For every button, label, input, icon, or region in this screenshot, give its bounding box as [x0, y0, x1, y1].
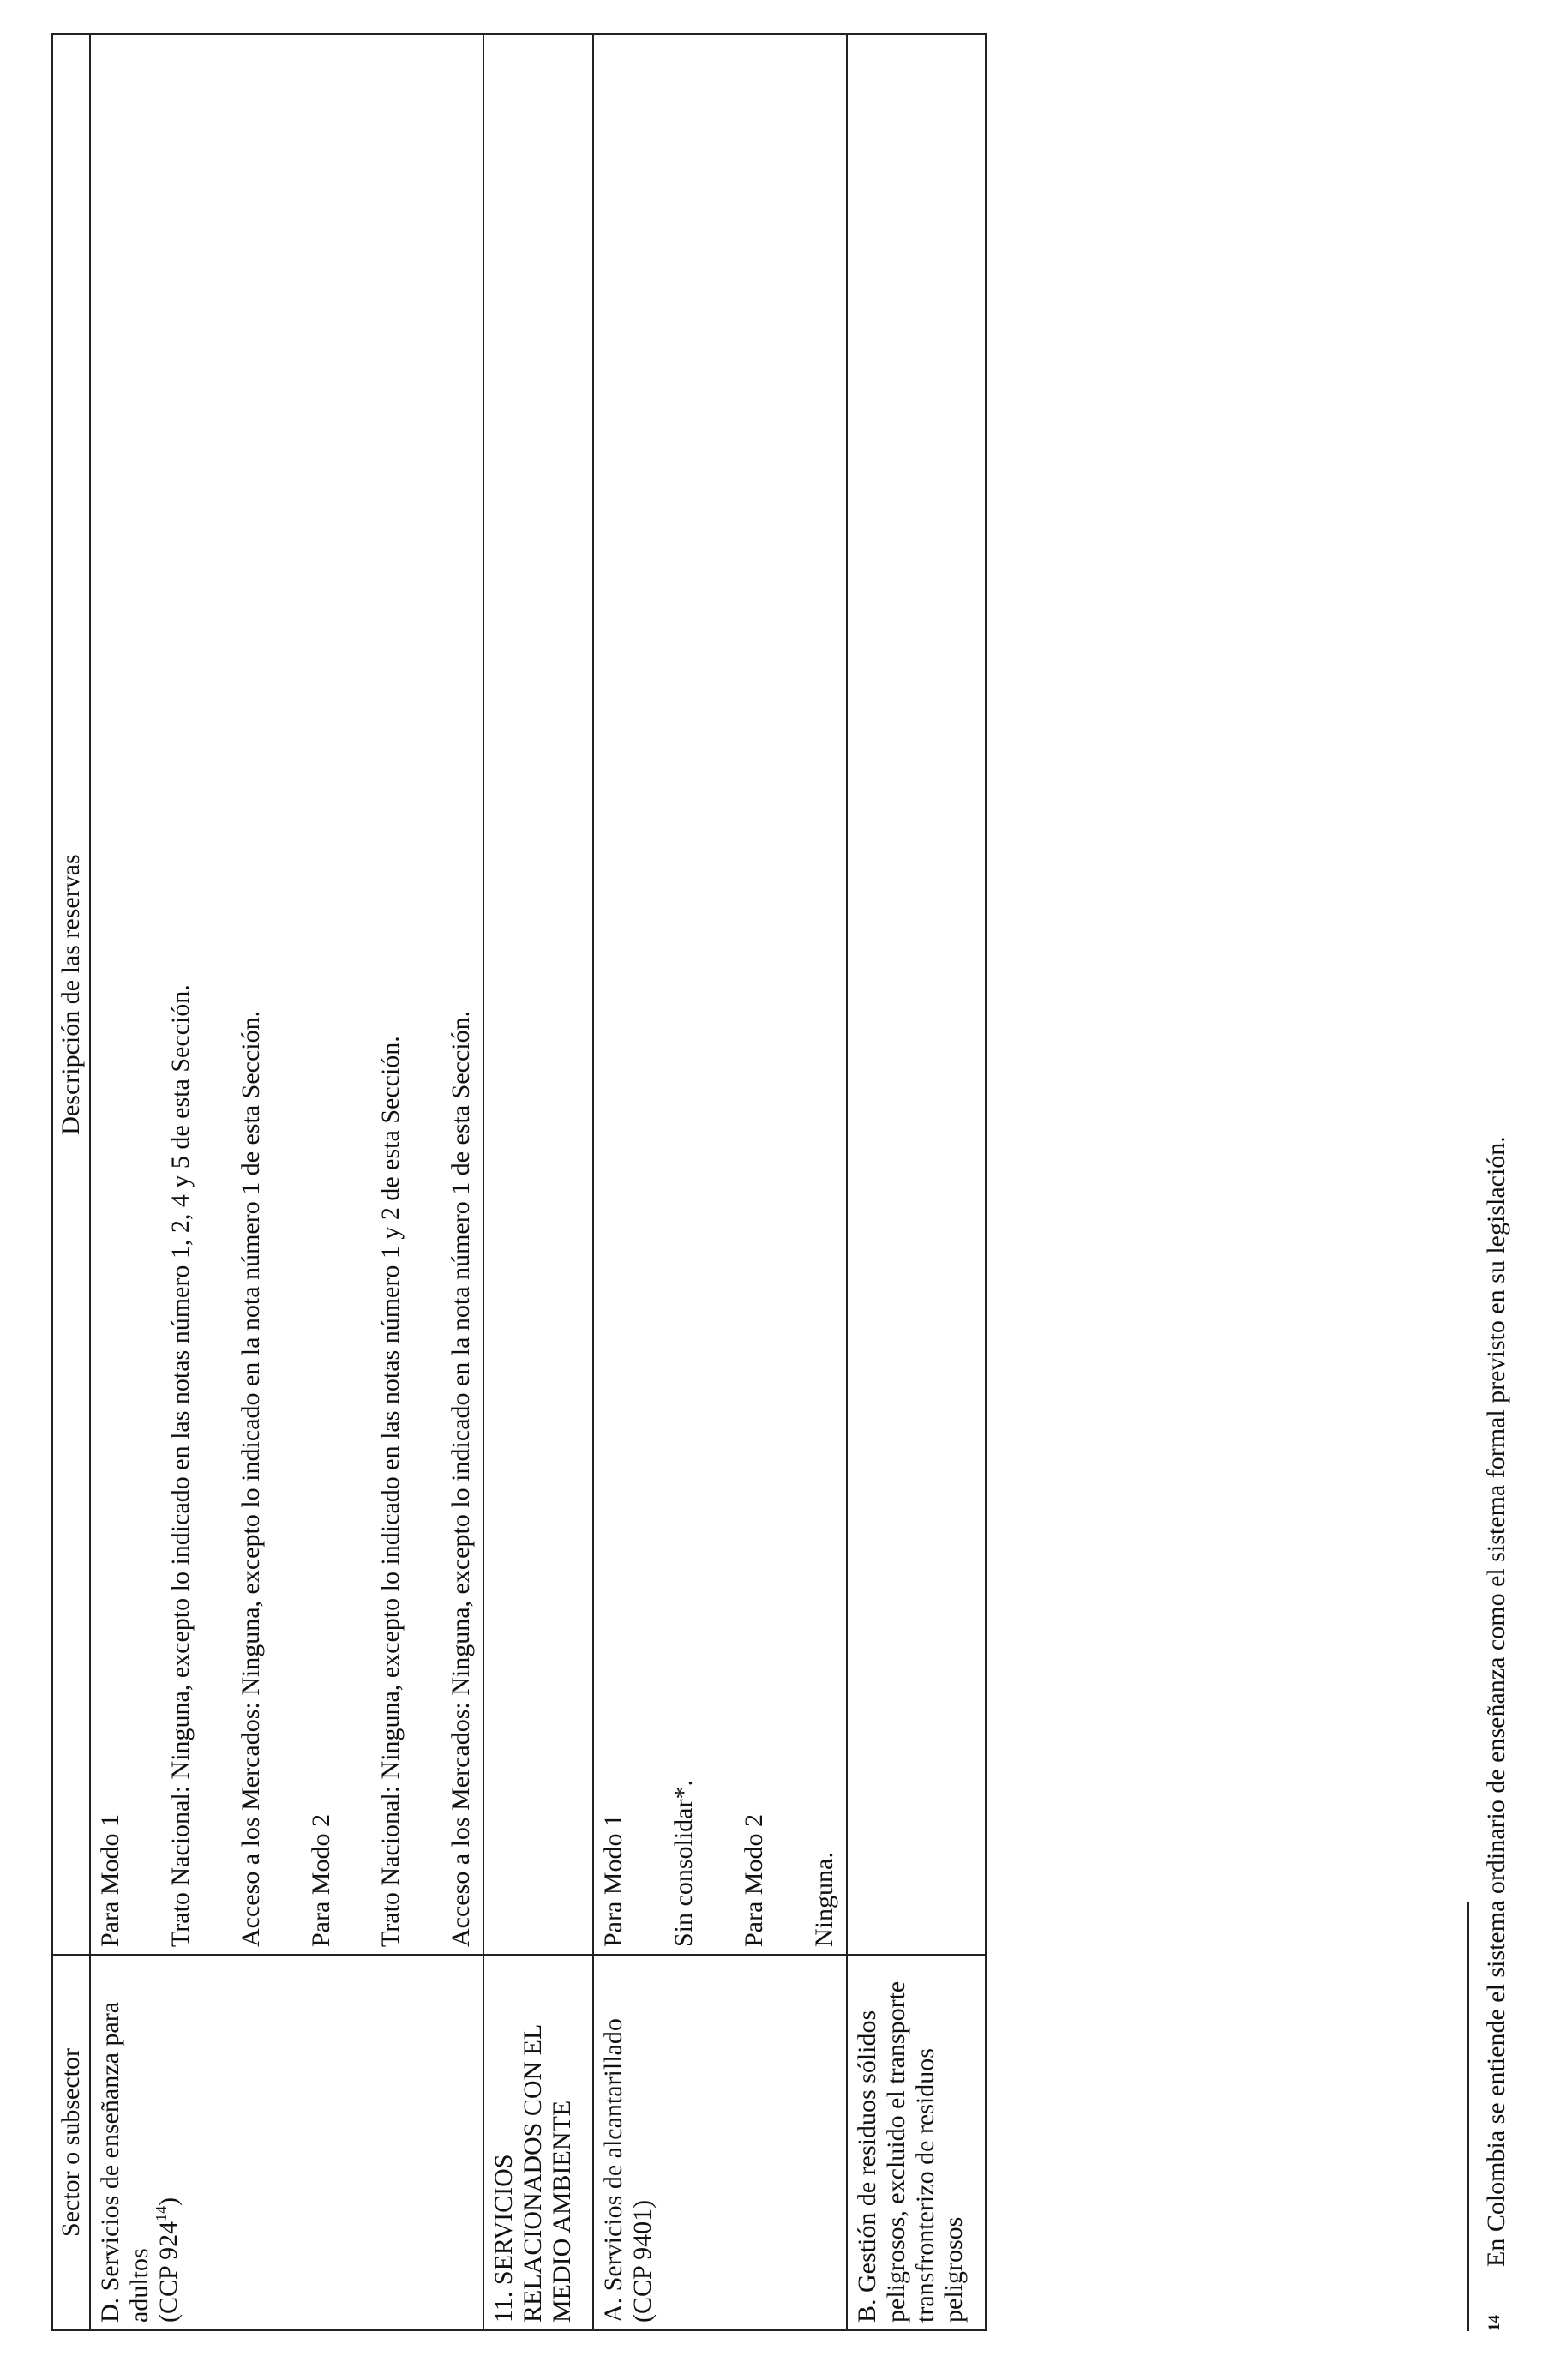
description-paragraph: Acceso a los Mercados: Ninguna, excepto lo indicado en la nota número 1 de esta Sección.	[447, 1010, 476, 1947]
description-cell	[593, 34, 847, 1955]
reservations-table	[51, 33, 987, 2331]
sector-title: B. Gestión de residuos sólidos peligrosos, excluido el transporte transfronterizo de residuos peligrosos	[852, 1980, 969, 2323]
description-paragraph: Trato Nacional: Ninguna, excepto lo indicado en las notas número 1 y 2 de esta Sección.	[376, 1036, 405, 1947]
sector-title: 11. SERVICIOS RELACIONADOS CON EL MEDIO AMBIENTE	[489, 2024, 577, 2323]
sector-cell	[593, 1955, 847, 2330]
table-row	[90, 34, 483, 2330]
description-paragraph: Sin consolidar*.	[669, 1780, 699, 1947]
description-paragraph: Para Modo 2	[740, 1814, 769, 1947]
sector-cell	[90, 1955, 483, 2330]
sector-code	[154, 1962, 183, 2323]
table-header-row	[52, 34, 90, 2330]
table-row	[847, 34, 986, 2330]
footnote-divider	[1467, 1902, 1469, 2331]
sector-code-tail: )	[153, 2197, 183, 2206]
description-paragraph: Ninguna.	[809, 1852, 838, 1947]
description-cell	[847, 34, 986, 1955]
sector-cell	[483, 1955, 593, 2330]
sector-code: (CCP 9401)	[628, 2199, 657, 2323]
description-paragraph: Trato Nacional: Ninguna, excepto lo indicado en las notas número 1, 2, 4 y 5 de esta Sección.	[165, 984, 195, 1947]
table-row	[483, 34, 593, 2330]
footnote-number: 14	[1485, 2315, 1503, 2331]
description-paragraph: Para Modo 1	[599, 1814, 628, 1947]
description-cell	[483, 34, 593, 1955]
sector-code-text: (CCP 924	[153, 2221, 183, 2323]
table-row	[593, 34, 847, 2330]
description-paragraph: Para Modo 1	[95, 1814, 124, 1947]
description-paragraph: Para Modo 2	[306, 1814, 335, 1947]
header-description: Descripción de las reservas	[52, 34, 90, 1955]
description-cell	[90, 34, 483, 1955]
header-sector: Sector o subsector	[52, 1955, 90, 2330]
sector-cell	[847, 1955, 986, 2330]
footnote-text: En Colombia se entiende el sistema ordinario de enseñanza como el sistema formal previsto en su legislación.	[1482, 1136, 1510, 2267]
footnote	[1481, 102, 1512, 2331]
description-paragraph: Acceso a los Mercados: Ninguna, excepto lo indicado en la nota número 1 de esta Sección.	[236, 1010, 265, 1947]
footnote-ref: 14	[152, 2205, 170, 2221]
sector-title: A. Servicios de alcantarillado	[599, 2018, 628, 2323]
sector-title: D. Servicios de enseñanza para adultos	[95, 2001, 153, 2323]
